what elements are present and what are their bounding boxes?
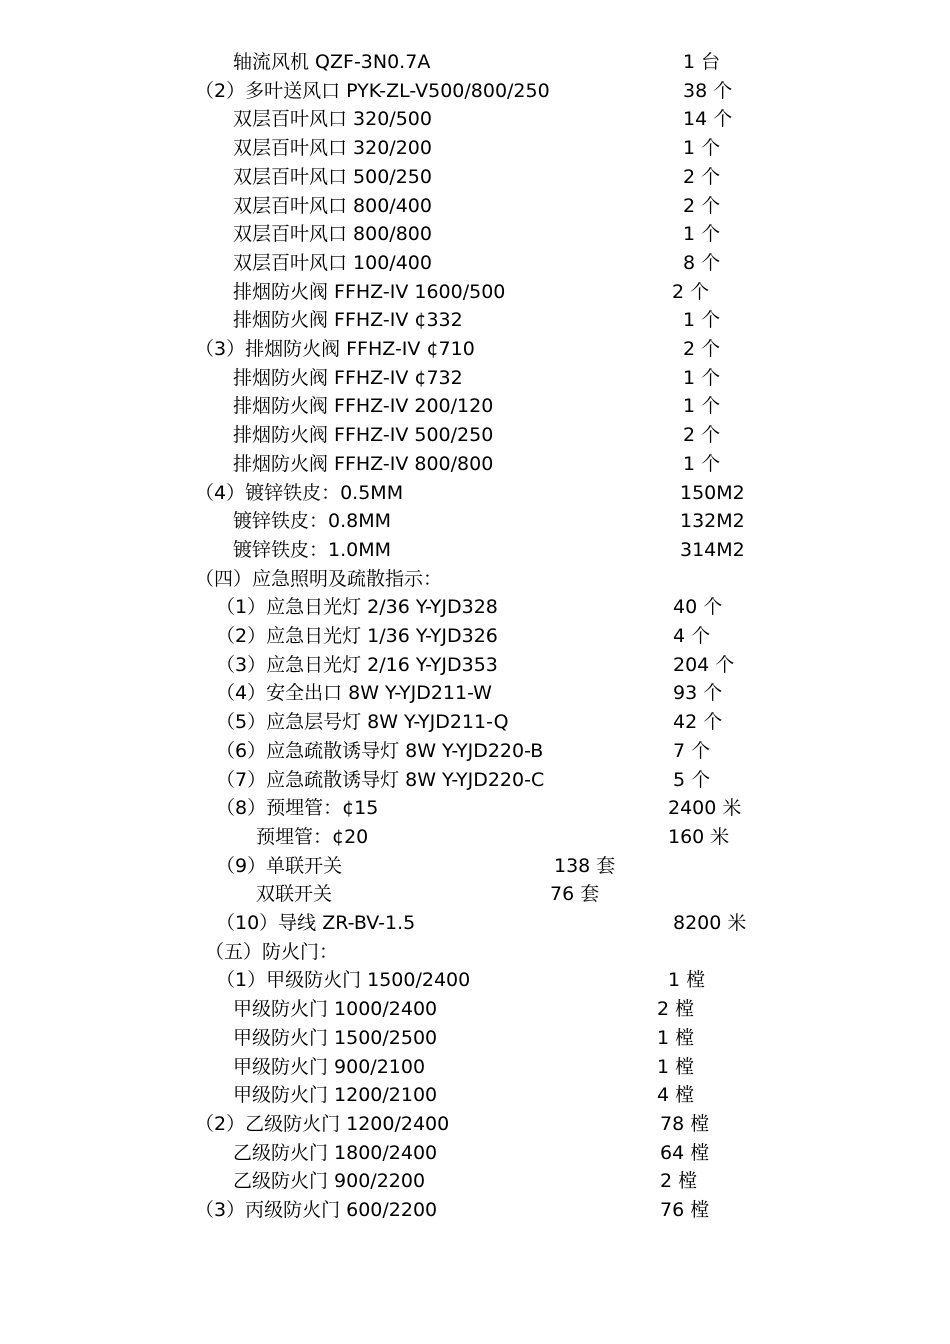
list-item <box>0 938 950 967</box>
item-label: 排烟防火阀 FFHZ-IV 200/120 <box>233 395 494 418</box>
list-item <box>0 192 950 221</box>
item-label: 镀锌铁皮：0.8MM <box>233 510 392 533</box>
item-quantity: 2 个 <box>683 424 721 447</box>
list-item <box>0 163 950 192</box>
list-item <box>0 1139 950 1168</box>
list-item <box>0 880 950 909</box>
item-label: （1）应急日光灯 2/36 Y-YJD328 <box>216 596 498 619</box>
item-label: 轴流风机 QZF-3N0.7A <box>233 51 431 73</box>
item-label: （2）应急日光灯 1/36 Y-YJD326 <box>216 625 498 647</box>
list-item <box>0 708 950 737</box>
item-label: 双层百叶风口 800/800 <box>233 223 432 246</box>
list-item <box>0 565 950 594</box>
item-label: 甲级防火门 1500/2500 <box>233 1026 438 1049</box>
item-label: 排烟防火阀 FFHZ-IV 1600/500 <box>233 280 506 303</box>
item-label: （10）导线 ZR-BV-1.5 <box>216 912 416 934</box>
list-item <box>0 507 950 536</box>
list-item <box>0 335 950 364</box>
list-item <box>0 995 950 1024</box>
item-quantity: 4 樘 <box>657 1084 695 1107</box>
item-quantity: 78 樘 <box>660 1112 710 1135</box>
list-item <box>0 794 950 823</box>
item-label: 双联开关 <box>256 883 333 906</box>
item-quantity: 2 个 <box>683 194 721 217</box>
item-quantity: 42 个 <box>673 711 723 734</box>
item-quantity: 1 樘 <box>657 1026 695 1049</box>
item-label: 双层百叶风口 320/200 <box>233 137 432 160</box>
item-quantity: 2 樘 <box>657 998 695 1021</box>
item-quantity: 1 个 <box>683 309 721 332</box>
item-quantity: 150M2 <box>680 481 745 504</box>
item-label: （2）多叶送风口 PYK-ZL-V500/800/250 <box>195 79 550 102</box>
item-label: 双层百叶风口 500/250 <box>233 165 432 188</box>
item-quantity: 2 个 <box>672 280 710 303</box>
item-label: （3）丙级防火门 600/2200 <box>195 1199 438 1221</box>
item-quantity: 8200 米 <box>673 912 747 934</box>
item-label: 乙级防火门 1800/2400 <box>233 1141 438 1164</box>
list-item <box>0 536 950 565</box>
item-label: （四）应急照明及疏散指示： <box>195 567 443 590</box>
list-item <box>0 450 950 479</box>
item-label: 双层百叶风口 320/500 <box>233 108 432 131</box>
item-quantity: 38 个 <box>683 79 733 102</box>
item-label: 排烟防火阀 FFHZ-IV ¢332 <box>233 309 463 332</box>
list-item <box>0 966 950 995</box>
list-item <box>0 278 950 307</box>
item-quantity: 2 樘 <box>660 1170 698 1193</box>
item-quantity: 93 个 <box>673 682 723 705</box>
item-quantity: 4 个 <box>673 625 711 647</box>
item-label: 甲级防火门 1000/2400 <box>233 998 438 1021</box>
item-label: 镀锌铁皮：1.0MM <box>233 538 392 561</box>
item-label: 双层百叶风口 800/400 <box>233 194 432 217</box>
list-item <box>0 679 950 708</box>
list-item <box>0 1081 950 1110</box>
item-quantity: 138 套 <box>554 854 616 877</box>
item-quantity: 5 个 <box>673 768 711 791</box>
list-item <box>0 1196 950 1225</box>
item-label: （4）镀锌铁皮：0.5MM <box>195 481 404 504</box>
item-quantity: 1 个 <box>683 452 721 475</box>
item-label: 排烟防火阀 FFHZ-IV ¢732 <box>233 366 463 389</box>
item-quantity: 2 个 <box>683 338 721 360</box>
list-item <box>0 593 950 622</box>
item-label: 乙级防火门 900/2200 <box>233 1170 426 1193</box>
item-quantity: 1 个 <box>683 366 721 389</box>
item-quantity: 14 个 <box>683 108 733 131</box>
list-item <box>0 737 950 766</box>
list-item <box>0 766 950 795</box>
item-quantity: 1 樘 <box>657 1055 695 1078</box>
item-label: （8）预埋管：¢15 <box>216 797 379 820</box>
list-item <box>0 364 950 393</box>
item-quantity: 2400 米 <box>668 797 742 820</box>
item-label: （3）排烟防火阀 FFHZ-IV ¢710 <box>195 338 475 360</box>
list-item <box>0 1053 950 1082</box>
item-label: 排烟防火阀 FFHZ-IV 500/250 <box>233 424 494 447</box>
item-label: 甲级防火门 900/2100 <box>233 1055 426 1078</box>
item-quantity: 1 个 <box>683 137 721 160</box>
list-item <box>0 651 950 680</box>
item-quantity: 1 个 <box>683 223 721 246</box>
item-quantity: 132M2 <box>680 510 745 533</box>
item-quantity: 7 个 <box>673 739 711 762</box>
item-quantity: 160 米 <box>668 825 730 848</box>
item-label: （9）单联开关 <box>216 854 343 877</box>
item-quantity: 40 个 <box>673 596 723 619</box>
item-label: （7）应急疏散诱导灯 8W Y-YJD220-C <box>216 768 545 791</box>
item-label: （3）应急日光灯 2/16 Y-YJD353 <box>216 653 498 676</box>
item-quantity: 2 个 <box>683 165 721 188</box>
item-quantity: 8 个 <box>683 251 721 274</box>
item-label: 预埋管：¢20 <box>256 825 369 848</box>
item-quantity: 64 樘 <box>660 1141 710 1164</box>
item-quantity: 1 台 <box>683 51 721 73</box>
item-quantity: 1 樘 <box>668 969 706 992</box>
list-item <box>0 479 950 508</box>
list-item <box>0 220 950 249</box>
item-label: 甲级防火门 1200/2100 <box>233 1084 438 1107</box>
item-label: （4）安全出口 8W Y-YJD211-W <box>216 682 492 705</box>
item-quantity: 76 套 <box>550 883 600 906</box>
item-label: （2）乙级防火门 1200/2400 <box>195 1112 450 1135</box>
item-label: 排烟防火阀 FFHZ-IV 800/800 <box>233 452 494 475</box>
list-item <box>0 909 950 938</box>
item-quantity: 204 个 <box>673 653 735 676</box>
item-quantity: 1 个 <box>683 395 721 418</box>
list-item <box>0 1167 950 1196</box>
item-label: （五）防火门： <box>205 940 339 963</box>
list-item <box>0 134 950 163</box>
list-item <box>0 1110 950 1139</box>
item-label: 双层百叶风口 100/400 <box>233 251 432 274</box>
item-label: （5）应急层号灯 8W Y-YJD211-Q <box>216 711 509 734</box>
list-item <box>0 1024 950 1053</box>
item-label: （1）甲级防火门 1500/2400 <box>216 969 471 992</box>
item-label: （6）应急疏散诱导灯 8W Y-YJD220-B <box>216 739 544 762</box>
list-item <box>0 823 950 852</box>
item-quantity: 314M2 <box>680 538 745 561</box>
list-item <box>0 622 950 651</box>
list-item <box>0 852 950 881</box>
list-item <box>0 77 950 106</box>
list-item <box>0 421 950 450</box>
list-item <box>0 105 950 134</box>
list-item <box>0 249 950 278</box>
list-item <box>0 306 950 335</box>
list-item <box>0 48 950 77</box>
list-item <box>0 392 950 421</box>
item-quantity: 76 樘 <box>660 1199 710 1221</box>
